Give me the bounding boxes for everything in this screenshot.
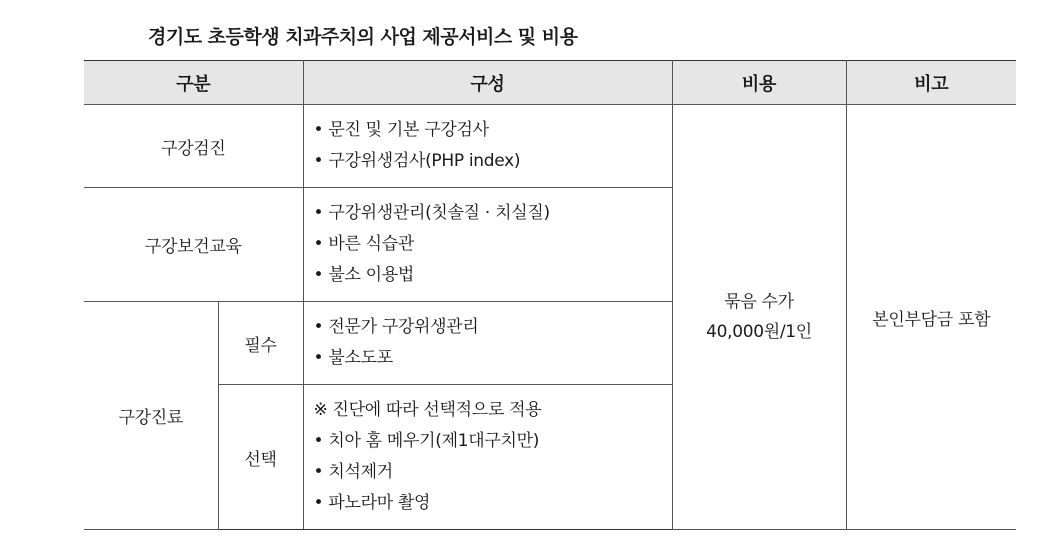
treatment-label: 구강진료 — [84, 302, 218, 530]
list-item: • 바른 식습관 — [313, 234, 415, 254]
list-item: • 치아 홈 메우기(제1대구치만) — [313, 431, 540, 451]
optional-items — [303, 385, 672, 530]
row-checkup — [84, 105, 1016, 188]
optional-label: 선택 — [218, 385, 303, 530]
header-composition: 구성 — [303, 61, 672, 105]
service-table — [84, 60, 1016, 530]
table-title: 경기도 초등학생 치과주치의 사업 제공서비스 및 비용 — [148, 26, 578, 48]
education-label: 구강보건교육 — [84, 188, 303, 302]
list-item: • 불소 이용법 — [313, 265, 415, 285]
list-item: • 치석제거 — [313, 462, 393, 482]
cost-cell — [672, 105, 846, 530]
list-item: • 구강위생관리(칫솔질 · 치실질) — [313, 203, 550, 223]
note-cell: 본인부담금 포함 — [846, 105, 1016, 530]
list-item: • 파노라마 촬영 — [313, 493, 431, 513]
checkup-label: 구강검진 — [84, 105, 303, 188]
checkup-items — [303, 105, 672, 188]
header-note: 비고 — [846, 61, 1016, 105]
required-label: 필수 — [218, 302, 303, 385]
list-item: • 불소도포 — [313, 348, 393, 368]
list-item: • 문진 및 기본 구강검사 — [313, 120, 489, 140]
list-item: • 전문가 구강위생관리 — [313, 317, 479, 337]
header-row — [84, 61, 1016, 105]
header-cost: 비용 — [672, 61, 846, 105]
list-item: • 구강위생검사(PHP index) — [313, 151, 521, 171]
education-items — [303, 188, 672, 302]
list-item: ※ 진단에 따라 선택적으로 적용 — [313, 400, 542, 420]
required-items — [303, 302, 672, 385]
cost-amount: 40,000원/1인 — [706, 322, 812, 342]
cost-type: 묶음 수가 — [724, 292, 794, 312]
header-category: 구분 — [84, 61, 303, 105]
